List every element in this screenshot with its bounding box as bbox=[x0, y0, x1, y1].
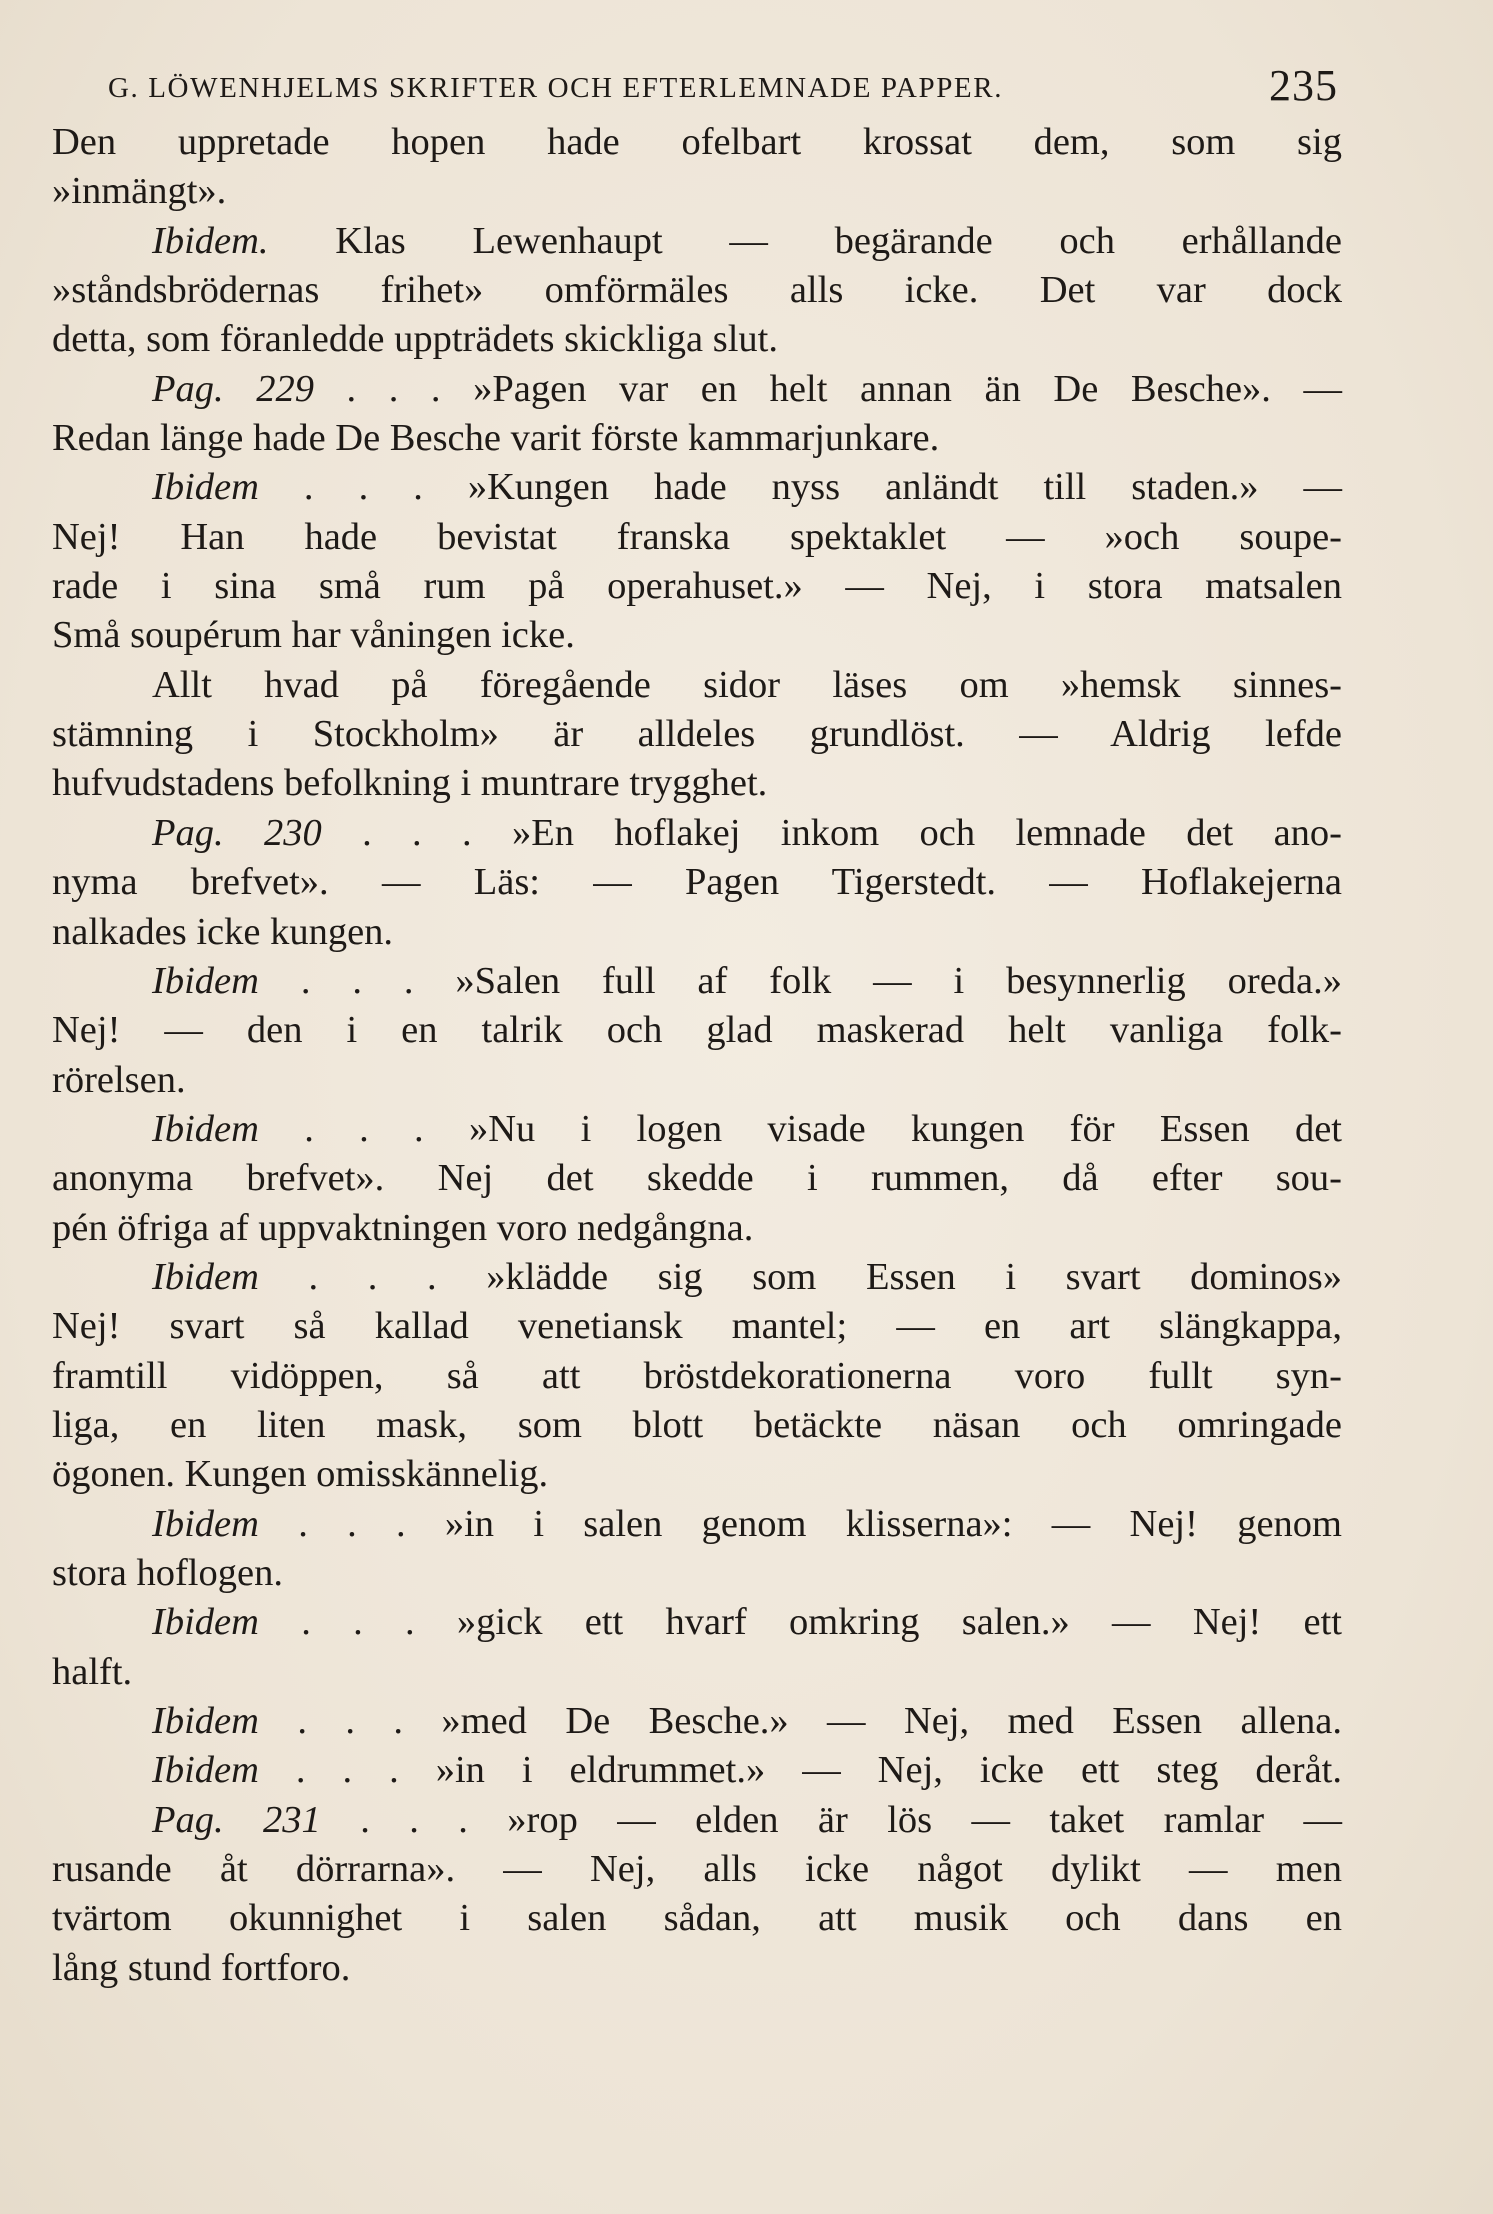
line-text: tvärtom okunnighet i salen sådan, att musik och dans en bbox=[52, 1897, 1342, 1940]
text-line bbox=[52, 315, 1342, 364]
line-text: Den uppretade hopen hade ofelbart krossat dem, som sig bbox=[52, 121, 1342, 163]
text-line bbox=[52, 1549, 1342, 1598]
line-text: . . . »Nu i logen visade kungen för Essen det bbox=[258, 1107, 1342, 1150]
line-text: halft. bbox=[52, 1650, 133, 1693]
text-line bbox=[52, 710, 1342, 759]
text-line bbox=[52, 463, 1342, 512]
text-line bbox=[52, 1894, 1342, 1943]
line-text: »ståndsbrödernas frihet» omförmäles alls icke. Det var dock bbox=[52, 269, 1342, 312]
text-line bbox=[52, 1450, 1342, 1499]
text-line bbox=[52, 365, 1342, 414]
text-line bbox=[52, 1944, 1342, 1993]
citation-reference: Pag. 229 bbox=[152, 367, 314, 410]
line-text: anonyma brefvet». Nej det skedde i rummen, då efter sou- bbox=[52, 1157, 1342, 1200]
running-title: G. LÖWENHJELMS SKRIFTER OCH EFTERLEMNADE PAPPER. bbox=[108, 72, 1004, 104]
line-text: Redan länge hade De Besche varit förste kammarjunkare. bbox=[52, 417, 940, 460]
line-text: Allt hvad på föregående sidor läses om »hemsk sinnes- bbox=[152, 663, 1342, 706]
text-line bbox=[52, 1845, 1342, 1894]
line-text: hufvudstadens befolkning i muntrare trygghet. bbox=[52, 762, 768, 805]
page-number: 235 bbox=[1269, 61, 1338, 110]
line-text: lång stund fortforo. bbox=[52, 1946, 351, 1989]
text-line bbox=[52, 1648, 1342, 1697]
line-text: . . . »gick ett hvarf omkring salen.» — Nej! ett bbox=[258, 1601, 1342, 1644]
citation-reference: Ibidem bbox=[152, 1502, 259, 1545]
text-line bbox=[52, 1796, 1342, 1845]
text-line bbox=[52, 1697, 1342, 1746]
text-line bbox=[52, 1105, 1342, 1154]
text-line bbox=[52, 611, 1342, 660]
line-text: liga, en liten mask, som blott betäckte näsan och omringade bbox=[52, 1403, 1342, 1446]
text-line bbox=[52, 908, 1342, 957]
text-line bbox=[52, 1500, 1342, 1549]
line-text: . . . »En hoflakej inkom och lemnade det ano- bbox=[321, 811, 1342, 854]
line-text: nalkades icke kungen. bbox=[52, 910, 394, 953]
line-text: framtill vidöppen, så att bröstdekorationerna voro fullt syn- bbox=[52, 1354, 1342, 1397]
citation-reference: Ibidem bbox=[152, 1107, 259, 1150]
line-text: . . . »Kungen hade nyss anländt till staden.» — bbox=[258, 466, 1342, 509]
citation-reference: Ibidem bbox=[152, 959, 259, 1002]
text-line bbox=[52, 167, 1342, 216]
text-line bbox=[52, 1352, 1342, 1401]
citation-reference: Pag. 231 bbox=[152, 1798, 321, 1841]
line-text: . . . »in i eldrummet.» — Nej, icke ett steg deråt. bbox=[258, 1749, 1342, 1792]
text-line bbox=[52, 1746, 1342, 1795]
text-line bbox=[52, 661, 1342, 710]
text-line bbox=[52, 759, 1342, 808]
line-text: Nej! svart så kallad venetiansk mantel; — en art slängkappa, bbox=[52, 1305, 1342, 1348]
line-text: Klas Lewenhaupt — begärande och erhållande bbox=[268, 219, 1342, 262]
text-line bbox=[52, 118, 1342, 167]
text-line bbox=[52, 1598, 1342, 1647]
line-text: Nej! — den i en talrik och glad maskerad helt vanliga folk- bbox=[52, 1009, 1342, 1052]
text-line bbox=[52, 1204, 1342, 1253]
text-line bbox=[52, 217, 1342, 266]
text-line bbox=[52, 957, 1342, 1006]
line-text: . . . »rop — elden är lös — taket ramlar — bbox=[320, 1798, 1342, 1841]
line-text: ögonen. Kungen omisskännelig. bbox=[52, 1453, 549, 1496]
text-line bbox=[52, 414, 1342, 463]
citation-reference: Ibidem bbox=[152, 1255, 259, 1298]
text-line bbox=[52, 858, 1342, 907]
text-line bbox=[52, 1154, 1342, 1203]
line-text: Små soupérum har våningen icke. bbox=[52, 614, 575, 657]
running-head bbox=[108, 60, 1338, 110]
line-text: rade i sina små rum på operahuset.» — Nej, i stora matsalen bbox=[52, 565, 1342, 608]
text-line bbox=[52, 809, 1342, 858]
text-line bbox=[52, 562, 1342, 611]
citation-reference: Ibidem bbox=[152, 1749, 259, 1792]
text-line bbox=[52, 1006, 1342, 1055]
text-line bbox=[52, 266, 1342, 315]
line-text: . . . »klädde sig som Essen i svart dominos» bbox=[258, 1255, 1342, 1298]
text-line bbox=[52, 1253, 1342, 1302]
line-text: Nej! Han hade bevistat franska spektaklet — »och soupe- bbox=[52, 515, 1342, 558]
line-text: . . . »in i salen genom klisserna»: — Nej! genom bbox=[258, 1502, 1342, 1545]
line-text: nyma brefvet». — Läs: — Pagen Tigerstedt. — Hoflakejerna bbox=[52, 861, 1342, 904]
text-line bbox=[52, 513, 1342, 562]
line-text: . . . »med De Besche.» — Nej, med Essen allena. bbox=[258, 1700, 1342, 1742]
text-line bbox=[52, 1401, 1342, 1450]
line-text: stora hoflogen. bbox=[52, 1551, 283, 1594]
text-line bbox=[52, 1056, 1342, 1105]
line-text: rusande åt dörrarna». — Nej, alls icke något dylikt — men bbox=[52, 1848, 1342, 1891]
line-text: pén öfriga af uppvaktningen voro nedgångna. bbox=[52, 1206, 754, 1249]
line-text: . . . »Salen full af folk — i besynnerlig oreda.» bbox=[258, 959, 1342, 1002]
line-text: rörelsen. bbox=[52, 1058, 186, 1101]
line-text: stämning i Stockholm» är alldeles grundlöst. — Aldrig lefde bbox=[52, 713, 1342, 756]
text-line bbox=[52, 1302, 1342, 1351]
line-text: detta, som föranledde uppträdets skickliga slut. bbox=[52, 318, 778, 361]
citation-reference: Ibidem bbox=[152, 1601, 259, 1644]
line-text: . . . »Pagen var en helt annan än De Besche». — bbox=[313, 367, 1342, 410]
citation-reference: Ibidem bbox=[152, 466, 259, 509]
line-text: »inmängt». bbox=[52, 170, 227, 213]
citation-reference: Ibidem bbox=[152, 1700, 259, 1742]
body-text bbox=[52, 118, 1342, 1993]
citation-reference: Pag. 230 bbox=[152, 811, 322, 854]
citation-reference: Ibidem. bbox=[152, 219, 269, 262]
